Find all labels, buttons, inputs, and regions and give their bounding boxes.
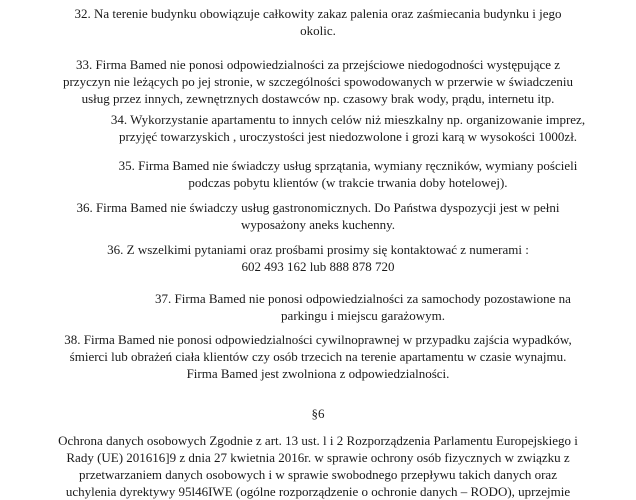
rule-line: usług przez innych, zewnętrznych dostawców np. czasowy brak wody, prądu, internetu itp. [81, 91, 555, 106]
rule-33 [0, 56, 636, 107]
rule-line: podczas pobytu klientów (w trakcie trwania doby hotelowej). [188, 175, 508, 190]
rule-38 [0, 331, 636, 382]
rule-line: 38. Firma Bamed nie ponosi odpowiedzialności cywilnoprawnej w przypadku zajścia wypadków, [64, 332, 572, 347]
rule-34 [60, 111, 636, 145]
rule-36-gastronomy [0, 199, 636, 233]
rule-line: 36. Z wszelkimi pytaniami oraz prośbami prosimy się kontaktować z numerami : [107, 242, 529, 257]
rule-line: 32. Na terenie budynku obowiązuje całkowity zakaz palenia oraz zaśmiecania budynku i jego [74, 6, 562, 21]
paragraph-line: uchylenia dyrektywy 95l46IWE (ogólne rozporządzenie o ochronie danych – RODO), uprzejmie [65, 484, 571, 499]
rule-line: okolic. [300, 23, 336, 38]
rule-line: śmierci lub obrażeń ciała klientów czy osób trzecich na terenie apartamentu w czasie wynajmu. [69, 349, 567, 364]
paragraph-line: Rady (UE) 201616]9 z dnia 27 kwietnia 2016r. w sprawie ochrony osób fizycznych w związku z [66, 450, 570, 465]
rule-line: 36. Firma Bamed nie świadczy usług gastronomicznych. Do Państwa dyspozycji jest w pełni [76, 200, 560, 215]
rule-line: parkingu i miejscu garażowym. [281, 308, 445, 323]
rule-36-contact [0, 241, 636, 275]
rule-32 [0, 5, 636, 39]
section-heading: §6 [311, 406, 325, 421]
contact-phone-numbers: 602 493 162 lub 888 878 720 [241, 259, 395, 274]
rule-line: 34. Wykorzystanie apartamentu to innych celów niż mieszkalny np. organizowanie imprez, [110, 112, 586, 127]
rule-line: 37. Firma Bamed nie ponosi odpowiedzialności za samochody pozostawione na [155, 291, 571, 306]
paragraph-line: przetwarzaniem danych osobowych i w sprawie swobodnego przepływu takich danych oraz [79, 467, 557, 482]
rule-line: 35. Firma Bamed nie świadczy usług sprzątania, wymiany ręczników, wymiany pościeli [118, 158, 578, 173]
rule-line: wyposażony aneks kuchenny. [240, 217, 396, 232]
paragraph-line: Ochrona danych osobowych Zgodnie z art. 13 ust. l i 2 Rozporządzenia Parlamentu Europejskiego i [58, 433, 578, 448]
rule-line: 33. Firma Bamed nie ponosi odpowiedzialności za przejściowe niedogodności występujące z [75, 57, 561, 72]
rule-line: przyczyn nie leżących po jej stronie, w szczególności spowodowanych w przerwie w świadczeniu [62, 74, 574, 89]
rule-line: przyjęć towarzyskich , uroczystości jest niedozwolone i grozi karą w wysokości 1000zł. [118, 129, 578, 144]
rule-37 [90, 290, 636, 324]
rule-line: Firma Bamed jest zwolniona z odpowiedzialności. [186, 366, 450, 381]
data-protection-paragraph [0, 432, 636, 500]
rule-35 [60, 157, 636, 191]
